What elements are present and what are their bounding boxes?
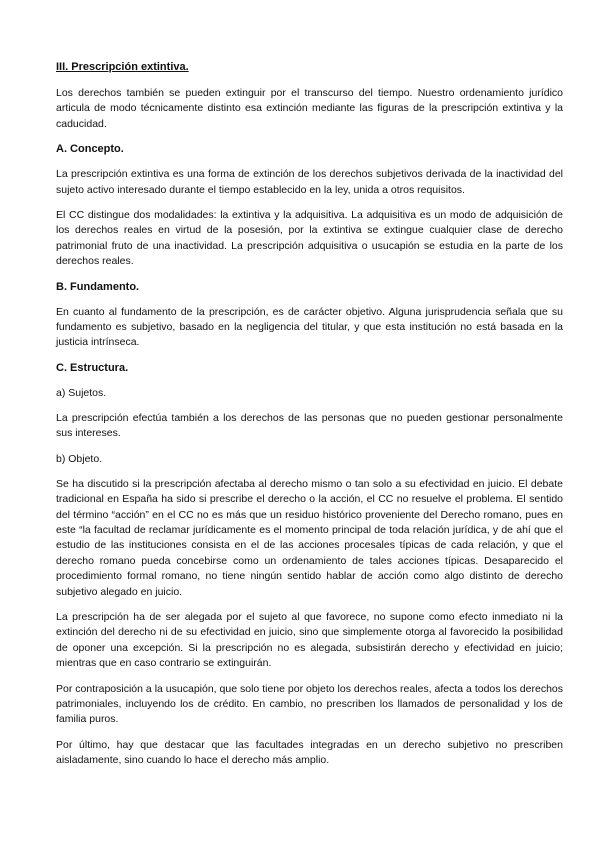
section-title: III. Prescripción extintiva. xyxy=(56,61,189,73)
fundamento-paragraph: En cuanto al fundamento de la prescripción, es de carácter objetivo. Alguna jurisprudencia señala que su fundamento es subjetivo, basado en la negligencia del titular, y que esta institución no está basada en la justicia intrínseca. xyxy=(56,305,563,349)
subheading-sujetos: a) Sujetos. xyxy=(56,386,107,399)
document-page xyxy=(56,60,563,779)
subheading-objeto: b) Objeto. xyxy=(56,452,103,465)
heading-fundamento: B. Fundamento. xyxy=(56,280,140,293)
concepto-paragraph-2: El CC distingue dos modalidades: la extintiva y la adquisitiva. La adquisitiva es un modo de adquisición de los derechos reales en virtud de la posesión, por la extintiva se extingue cualquier clase de derecho patrimonial fruto de una inactividad. La prescripción adquisitiva o usucapión se estudia en la parte de los derechos reales. xyxy=(56,209,563,268)
objeto-paragraph-1: Se ha discutido si la prescripción afectaba al derecho mismo o tan solo a su efectividad en juicio. El debate tradicional en España ha sido si prescribe el derecho o la acción, el CC no resuelve el problema. El sentido del término “acción” en el CC no es más que un residuo histórico proveniente del Derecho romano, pues en este “la facultad de reclamar jurídicamente es el momento principal de toda relación jurídica, y de ahí que el estudio de las instituciones consista en el de las acciones procesales típicas de cada relación, y que el derecho romano pueda concebirse como un ordenamiento de tales acciones típicas. Desaparecido el procedimiento formal romano, no tiene ningún sentido hablar de acción como algo distinto de derecho subjetivo alegado en juicio. xyxy=(56,477,563,598)
concepto-paragraph-1: La prescripción extintiva es una forma de extinción de los derechos subjetivos derivada de la inactividad del sujeto activo interesado durante el tiempo establecido en la ley, unida a otros requisitos. xyxy=(56,168,563,196)
heading-concepto: A. Concepto. xyxy=(56,143,124,156)
objeto-paragraph-4: Por último, hay que destacar que las facultades integradas en un derecho subjetivo no prescriben aisladamente, sino cuando lo hace el derecho más amplio. xyxy=(56,738,563,767)
heading-estructura: C. Estructura. xyxy=(56,361,129,374)
intro-paragraph: Los derechos también se pueden extinguir por el transcurso del tiempo. Nuestro ordenamiento jurídico articula de modo técnicamente distinto esa extinción mediante las figuras de la prescripción extintiva y la caducidad. xyxy=(56,87,563,130)
objeto-paragraph-3: Por contraposición a la usucapión, que solo tiene por objeto los derechos reales, afecta a todos los derechos patrimoniales, incluyendo los de crédito. En cambio, no prescriben los llamados de personalidad y los de familia puros. xyxy=(56,682,563,726)
sujetos-paragraph: La prescripción efectúa también a los derechos de las personas que no pueden gestionar personalmente sus intereses. xyxy=(56,411,563,440)
objeto-paragraph-2: La prescripción ha de ser alegada por el sujeto al que favorece, no supone como efecto inmediato ni la extinción del derecho ni de su efectividad en juicio, sino que simplemente otorga al favorecido la posibilidad de oponer una excepción. Si la prescripción no es alegada, subsistirán derecho y efectividad en juicio; mientras que en caso contrario se extinguirán. xyxy=(56,610,563,670)
